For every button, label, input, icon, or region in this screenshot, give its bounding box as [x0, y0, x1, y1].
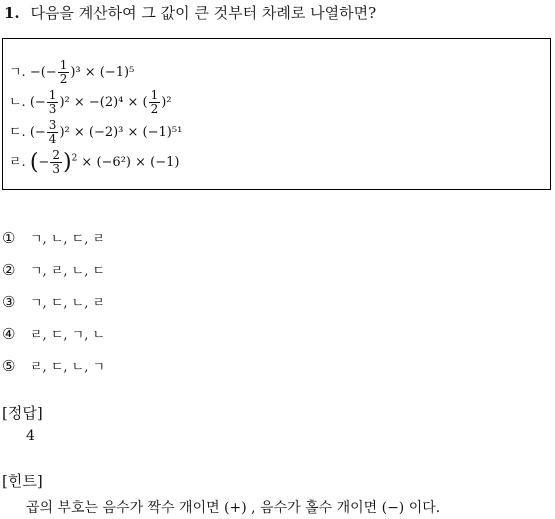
choice-2[interactable] [2, 260, 105, 279]
question-number: 1. [4, 4, 20, 22]
denominator: 2 [150, 102, 159, 116]
choice-text: ㄹ, ㄷ, ㄱ, ㄴ [30, 328, 106, 343]
choice-text: ㄱ, ㄹ, ㄴ, ㄷ [30, 264, 106, 279]
choice-mark: ① [2, 229, 16, 247]
statement-2-tail: )² [161, 95, 172, 110]
exponent: 2 [71, 153, 78, 164]
choice-text: ㄹ, ㄷ, ㄴ, ㄱ [30, 360, 106, 375]
fraction [47, 119, 59, 146]
statement-1-label: ㄱ. −(− [9, 65, 57, 80]
numerator: 1 [48, 88, 57, 102]
choice-5[interactable] [2, 356, 105, 375]
numerator: 1 [150, 88, 159, 102]
denominator: 4 [48, 132, 57, 146]
statement-4-label: ㄹ. [9, 155, 30, 170]
choice-mark: ③ [2, 293, 16, 311]
fraction [58, 59, 70, 86]
statement-3-label: ㄷ. (− [9, 125, 46, 140]
statement-2-label: ㄴ. (− [9, 95, 46, 110]
statement-4 [9, 149, 179, 176]
statement-2 [9, 89, 172, 116]
statement-3-tail: )² × (−2)³ × (−1)⁵¹ [59, 125, 183, 140]
numerator: 2 [52, 148, 60, 162]
minus-sign: − [38, 155, 50, 170]
hint-text: 곱의 부호는 음수가 짝수 개이면 (+) , 음수가 홀수 개이면 (−) 이다. [26, 500, 441, 516]
numerator: 3 [48, 118, 57, 132]
question [4, 2, 376, 23]
choice-text: ㄱ, ㄷ, ㄴ, ㄹ [30, 296, 106, 311]
choice-mark: ② [2, 261, 16, 279]
choice-3[interactable] [2, 292, 105, 311]
statement-1-tail: )³ × (−1)⁵ [70, 65, 135, 80]
denominator: 2 [59, 72, 68, 86]
statement-1 [9, 59, 134, 86]
fraction [47, 89, 59, 116]
statement-box [2, 38, 551, 190]
question-text: 다음을 계산하여 그 값이 큰 것부터 차례로 나열하면? [30, 4, 377, 22]
statement-3 [9, 119, 182, 146]
answer-value: 4 [26, 428, 35, 444]
denominator: 3 [48, 102, 57, 116]
choice-text: ㄱ, ㄴ, ㄷ, ㄹ [30, 232, 106, 247]
open-paren: ( [29, 150, 39, 175]
statement-2-mid: )² × −(2)⁴ × ( [59, 95, 148, 110]
choice-mark: ⑤ [2, 357, 16, 375]
choice-4[interactable] [2, 324, 105, 343]
fraction [149, 89, 161, 116]
choice-mark: ④ [2, 325, 16, 343]
statement-4-tail: × (−6²) × (−1) [77, 155, 180, 170]
denominator: 3 [52, 162, 60, 176]
fraction [50, 149, 62, 176]
choice-1[interactable] [2, 228, 105, 247]
hint-heading: [힌트] [2, 472, 43, 490]
answer-heading: [정답] [2, 404, 43, 422]
close-paren: ) [62, 150, 72, 175]
numerator: 1 [59, 58, 68, 72]
